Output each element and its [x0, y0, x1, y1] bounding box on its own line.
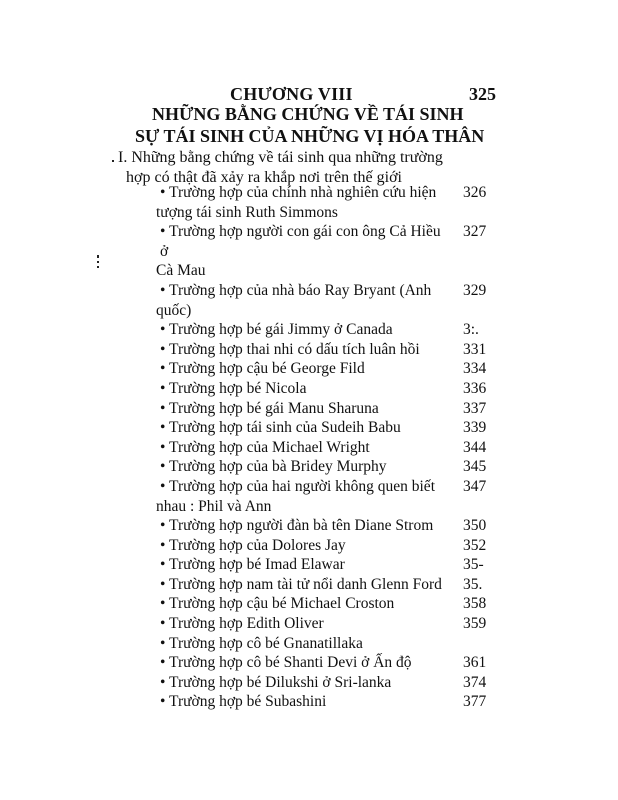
toc-entry-title: • Trường hợp thai nhi có dấu tích luân hồi	[160, 340, 420, 358]
toc-entry-title: • Trường hợp nam tài tử nổi danh Glenn Ford	[160, 575, 442, 593]
toc-entry	[160, 379, 500, 399]
toc-entry-title: • Trường hợp người đàn bà tên Diane Strom	[160, 517, 434, 535]
chapter-heading: CHƯƠNG VIII	[230, 84, 353, 104]
chapter-title-line-2: SỰ TÁI SINH CỦA NHỮNG VỊ HÓA THÂN	[135, 126, 485, 146]
scan-speck	[97, 266, 99, 268]
toc-entry-page: 344	[463, 438, 487, 456]
toc-entry-title-continuation: tượng tái sinh Ruth Simmons	[156, 203, 338, 221]
section-heading-line-2: hợp có thật đã xảy ra khắp nơi trên thế giới	[126, 169, 402, 186]
toc-entry	[160, 536, 500, 556]
toc-entry	[160, 673, 500, 693]
toc-entry-page: 334	[463, 360, 487, 378]
toc-entry-page: 329	[463, 281, 487, 299]
toc-entry-page: 331	[463, 340, 487, 358]
toc-entry	[160, 594, 500, 614]
toc-entry	[160, 614, 500, 634]
toc-entry	[156, 477, 500, 516]
toc-entry-title: • Trường hợp cậu bé George Fild	[160, 360, 365, 378]
toc-entry-title: • Trường hợp của nhà báo Ray Bryant (Anh	[160, 281, 432, 299]
toc-entry-title: • Trường hợp bé Imad Elawar	[160, 556, 345, 574]
toc-entry	[160, 438, 500, 458]
toc-entry	[160, 516, 500, 536]
toc-entry-page: 326	[463, 184, 487, 201]
toc-entry-title: • Trường hợp cô bé Gnanatillaka	[160, 634, 363, 652]
toc-entry-page: 345	[463, 458, 487, 476]
toc-entry	[160, 418, 500, 438]
toc-entry-title: • Trường hợp bé Subashini	[160, 693, 327, 711]
toc-entry-page: 339	[463, 419, 487, 437]
toc-entry	[160, 692, 500, 712]
toc-entry	[160, 653, 500, 673]
toc-entry-title-continuation: quốc)	[156, 301, 192, 319]
toc-entry-title: • Trường hợp bé gái Jimmy ở Canada	[160, 321, 393, 339]
toc-entry	[160, 634, 500, 654]
toc-entry-title: • Trường hợp của Michael Wright	[160, 438, 370, 456]
scan-speck	[112, 160, 114, 162]
toc-entry-title: • Trường hợp của Dolores Jay	[160, 536, 346, 554]
toc-entry-page: 358	[463, 595, 487, 613]
toc-entry-page: 35-	[463, 556, 484, 574]
toc-entry-title: • Trường hợp bé Dilukshi ở Sri-lanka	[160, 673, 392, 691]
chapter-title-line-1: NHỮNG BẰNG CHỨNG VỀ TÁI SINH	[152, 104, 464, 124]
toc-entry-page: 35.	[463, 575, 483, 593]
toc-entry	[160, 320, 500, 340]
toc-entry-title-continuation: Cà Mau	[156, 262, 206, 280]
toc-entry-page: 377	[463, 693, 487, 711]
toc-entry-page: 374	[463, 673, 487, 691]
toc-entry-page: 347	[463, 477, 487, 495]
toc-entry	[160, 340, 500, 360]
toc-entry-page: 3:.	[463, 321, 479, 339]
toc-entry-title: • Trường hợp của hai người không quen biết	[160, 477, 435, 495]
toc-entry-title: • Trường hợp Edith Oliver	[160, 615, 324, 633]
toc-entry-title: • Trường hợp của chính nhà nghiên cứu hiện	[160, 184, 437, 201]
page-number: 325	[469, 84, 496, 104]
toc-entry-page: 352	[463, 536, 487, 554]
toc-entries	[156, 183, 500, 712]
section-heading-line-1: I. Những bằng chứng về tái sinh qua những trường	[118, 149, 443, 166]
toc-entry-title: • Trường hợp của bà Bridey Murphy	[160, 458, 387, 476]
toc-entry	[156, 183, 500, 222]
toc-entry-title: • Trường hợp người con gái con ông Cả Hiều ở	[160, 223, 441, 260]
toc-entry-title: • Trường hợp cô bé Shanti Devi ở Ấn độ	[160, 654, 412, 672]
toc-entry-title: • Trường hợp bé Nicola	[160, 379, 307, 397]
toc-entry-page: 359	[463, 615, 487, 633]
toc-entry	[160, 575, 500, 595]
toc-entry-title: • Trường hợp cậu bé Michael Croston	[160, 595, 395, 613]
toc-entry	[160, 399, 500, 419]
toc-entry	[160, 359, 500, 379]
toc-entry-title: • Trường hợp tái sinh của Sudeih Babu	[160, 419, 401, 437]
toc-entry-page: 327	[463, 223, 487, 241]
toc-entry-page: 361	[463, 654, 487, 672]
toc-entry-title: • Trường hợp bé gái Manu Sharuna	[160, 399, 379, 417]
scan-speck	[97, 261, 99, 263]
toc-entry	[156, 222, 500, 281]
section-heading	[118, 148, 458, 188]
toc-entry-page: 336	[463, 379, 487, 397]
scan-speck	[97, 255, 99, 258]
toc-entry	[160, 457, 500, 477]
toc-entry	[160, 555, 500, 575]
toc-entry-page: 337	[463, 399, 487, 417]
toc-entry	[156, 281, 500, 320]
toc-entry-title-continuation: nhau : Phil và Ann	[156, 497, 272, 515]
toc-entry-page: 350	[463, 517, 487, 535]
